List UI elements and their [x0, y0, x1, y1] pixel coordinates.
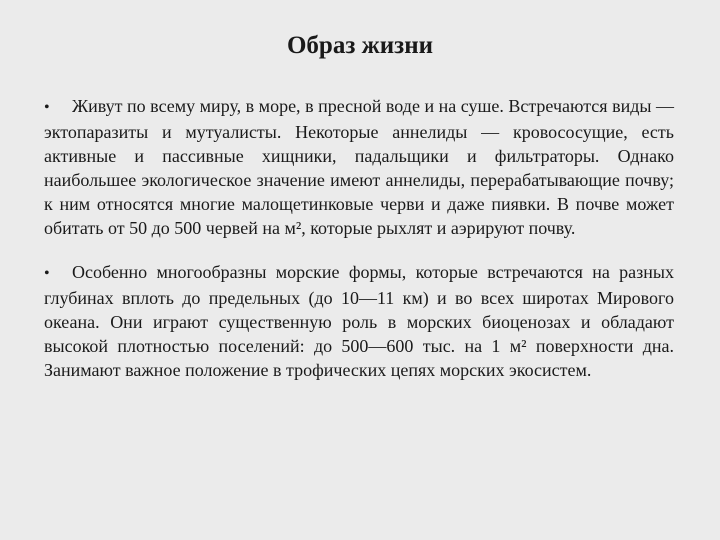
bullet-icon: • [44, 99, 50, 116]
bullet-paragraph-2 [44, 260, 674, 382]
slide-body [44, 94, 674, 382]
bullet-icon: • [44, 265, 50, 282]
bullet-paragraph-1 [44, 94, 674, 240]
paragraph-2-text: Особенно многообразны морские формы, которые встречаются на разных глубинах вплоть до предельных (до 10—11 км) и во всех широтах Мирового океана. Они играют существенную роль в морских биоценозах и обладают высокой плотностью поселений: до 500—600 тыс. на 1 м² поверхности дна. Занимают важное положение в трофических цепях морских экосистем. [44, 262, 674, 380]
paragraph-1-text: Живут по всему миру, в море, в пресной воде и на суше. Встречаются виды — эктопаразиты и мутуалисты. Некоторые аннелиды — кровососущие, есть активные и пассивные хищники, падальщики и фильтраторы. Однако наибольшее экологическое значение имеют аннелиды, перерабатывающие почву; к ним относятся многие малощетинковые черви и даже пиявки. В почве может обитать от 50 до 500 червей на м², которые рыхлят и аэрируют почву. [44, 96, 674, 238]
slide-title: Образ жизни [286, 32, 434, 59]
